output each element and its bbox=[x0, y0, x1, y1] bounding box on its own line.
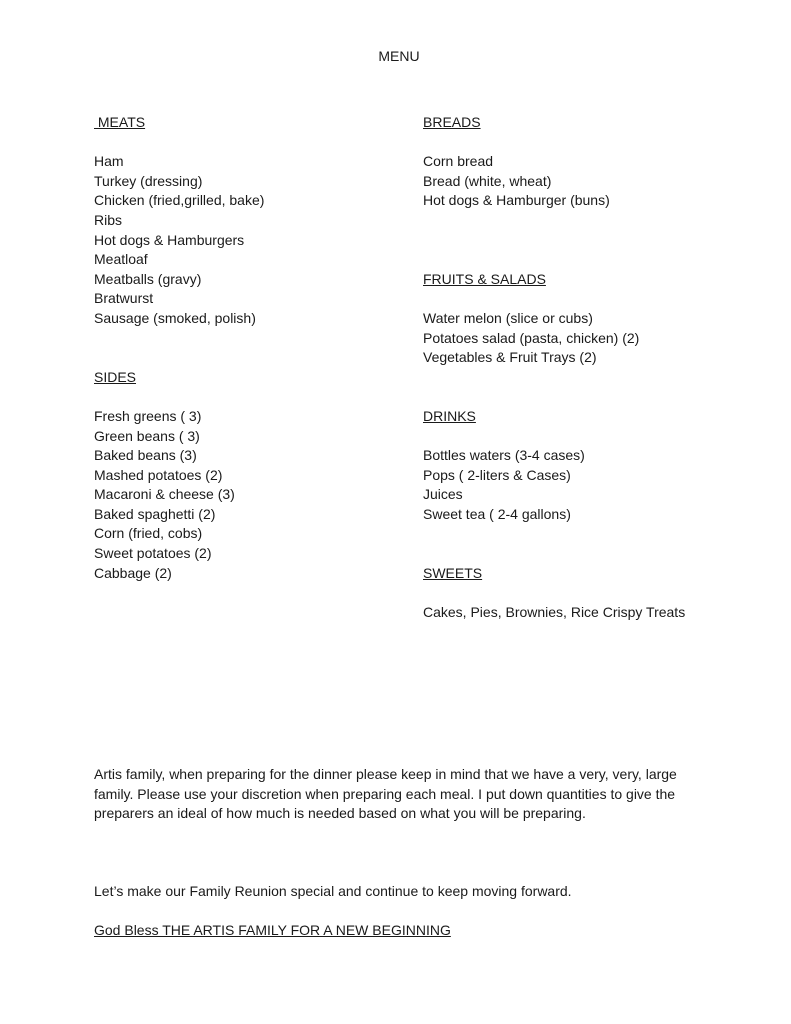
page-title: MENU bbox=[378, 48, 420, 64]
menu-item: Corn (fried, cobs) bbox=[94, 525, 203, 542]
menu-item: Cakes, Pies, Brownies, Rice Crispy Treats bbox=[423, 603, 686, 620]
menu-item: Meatloaf bbox=[94, 251, 148, 268]
left-column bbox=[94, 113, 414, 583]
menu-item: Sausage (smoked, polish) bbox=[94, 309, 256, 326]
menu-item: Mashed potatoes (2) bbox=[94, 466, 223, 483]
sides-list bbox=[94, 407, 414, 583]
closing-line: Let’s make our Family Reunion special and continue to keep moving forward. bbox=[94, 883, 572, 899]
sides-heading: SIDES bbox=[94, 368, 137, 385]
menu-item: Sweet tea ( 2-4 gallons) bbox=[423, 505, 571, 522]
blessing-line: God Bless THE ARTIS FAMILY FOR A NEW BEGINNING bbox=[94, 922, 451, 938]
fruits-salads-heading: FRUITS & SALADS bbox=[423, 270, 546, 287]
menu-item: Green beans ( 3) bbox=[94, 427, 200, 444]
section-meats bbox=[94, 113, 414, 329]
menu-item: Ham bbox=[94, 153, 124, 170]
menu-item: Macaroni & cheese (3) bbox=[94, 486, 235, 503]
section-sides bbox=[94, 368, 414, 584]
right-column bbox=[423, 113, 743, 622]
menu-item: Baked spaghetti (2) bbox=[94, 505, 216, 522]
menu-item: Potatoes salad (pasta, chicken) (2) bbox=[423, 329, 640, 346]
menu-item: Turkey (dressing) bbox=[94, 172, 203, 189]
menu-item: Meatballs (gravy) bbox=[94, 270, 202, 287]
fruits-salads-list bbox=[423, 309, 743, 368]
menu-item: Hot dogs & Hamburger (buns) bbox=[423, 192, 610, 209]
section-fruits-salads bbox=[423, 270, 743, 368]
meats-list bbox=[94, 152, 414, 328]
menu-item: Chicken (fried,grilled, bake) bbox=[94, 192, 265, 209]
menu-item: Hot dogs & Hamburgers bbox=[94, 231, 245, 248]
menu-item: Pops ( 2-liters & Cases) bbox=[423, 466, 571, 483]
section-breads bbox=[423, 113, 743, 211]
sweets-list bbox=[423, 603, 743, 623]
section-sweets bbox=[423, 564, 743, 623]
family-note: Artis family, when preparing for the dinner please keep in mind that we have a very, very, large family. Please use your discretion when preparing each meal. I put down quantities to give the preparers an ideal of how much is needed based on what you will be preparing. bbox=[94, 766, 677, 822]
menu-item: Bread (white, wheat) bbox=[423, 172, 552, 189]
menu-item: Water melon (slice or cubs) bbox=[423, 309, 593, 326]
menu-item: Bottles waters (3-4 cases) bbox=[423, 447, 585, 464]
section-drinks bbox=[423, 407, 743, 525]
menu-item: Corn bread bbox=[423, 153, 494, 170]
drinks-list bbox=[423, 446, 743, 524]
breads-list bbox=[423, 152, 743, 211]
menu-item: Ribs bbox=[94, 211, 123, 228]
menu-item: Cabbage (2) bbox=[94, 564, 172, 581]
breads-heading: BREADS bbox=[423, 114, 481, 130]
menu-item: Vegetables & Fruit Trays (2) bbox=[423, 349, 597, 366]
menu-item: Juices bbox=[423, 486, 463, 503]
drinks-heading: DRINKS bbox=[423, 407, 476, 424]
menu-item: Baked beans (3) bbox=[94, 447, 197, 464]
menu-item: Sweet potatoes (2) bbox=[94, 545, 212, 562]
meats-heading: MEATS bbox=[94, 114, 146, 130]
menu-item: Bratwurst bbox=[94, 290, 154, 307]
sweets-heading: SWEETS bbox=[423, 564, 483, 581]
menu-item: Fresh greens ( 3) bbox=[94, 407, 202, 424]
